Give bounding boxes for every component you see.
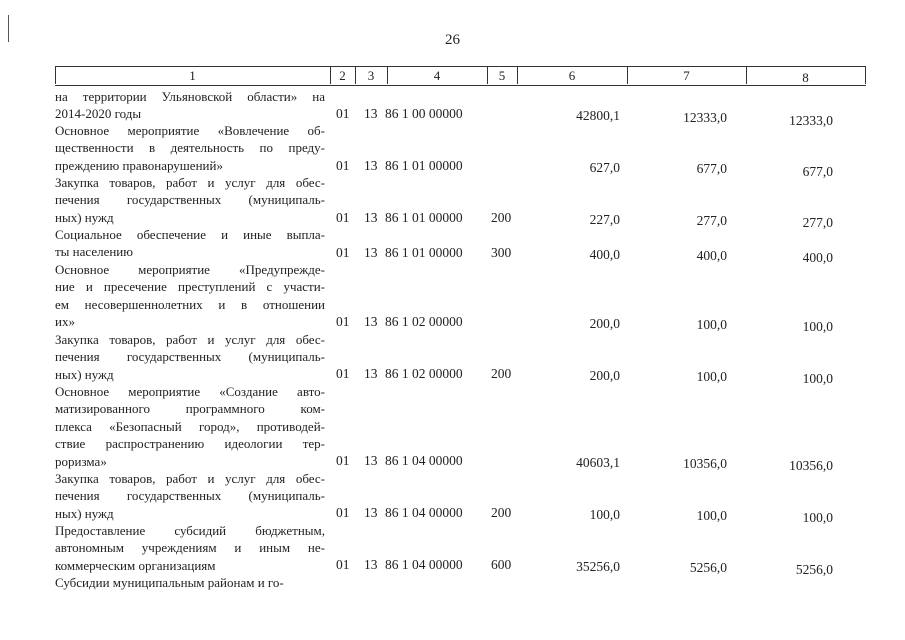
cell-target-article: 86 1 00 00000 xyxy=(385,106,463,121)
column-header-5: 5 xyxy=(498,68,506,83)
cell-target-article: 86 1 01 00000 xyxy=(385,245,463,260)
cell-section: 01 xyxy=(336,210,350,225)
description-line: Предоставление субсидий бюджетным, xyxy=(55,523,325,538)
column-header-7: 7 xyxy=(683,68,690,83)
cell-amount-7: 100,0 xyxy=(696,369,727,384)
description-line: щественности в деятельность по преду- xyxy=(55,140,325,156)
cell-amount-6: 200,0 xyxy=(589,316,620,331)
cell-amount-8: 100,0 xyxy=(802,371,833,386)
header-divider xyxy=(865,66,866,84)
cell-amount-6: 100,0 xyxy=(589,507,620,522)
cell-subsection: 13 xyxy=(364,453,378,468)
cell-target-article: 86 1 04 00000 xyxy=(385,557,463,572)
column-header-6: 6 xyxy=(568,68,576,83)
description-line: ных) нужд xyxy=(55,505,114,521)
row-description xyxy=(55,331,325,383)
row-description xyxy=(55,574,325,591)
row-description xyxy=(55,88,325,123)
description-line: ствие распространению идеологии тер- xyxy=(55,436,325,452)
row-description xyxy=(55,174,325,226)
row-description xyxy=(55,261,325,331)
description-line: печения государственных (муниципаль- xyxy=(55,488,325,504)
cell-amount-7: 100,0 xyxy=(696,317,727,332)
column-header-4: 4 xyxy=(433,68,441,83)
cell-section: 01 xyxy=(336,505,350,520)
page-number: 26 xyxy=(445,32,460,48)
cell-amount-8: 5256,0 xyxy=(795,562,833,577)
description-line: печения государственных (муниципаль- xyxy=(55,192,325,208)
cell-amount-7: 12333,0 xyxy=(683,110,727,125)
description-line: Закупка товаров, работ и услуг для обес- xyxy=(55,471,325,486)
description-line: ных) нужд xyxy=(55,209,114,225)
description-line: ем несовершеннолетних и в отношении xyxy=(55,296,325,312)
cell-target-article: 86 1 04 00000 xyxy=(385,453,463,468)
description-line: Социальное обеспечение и иные выпла- xyxy=(55,227,325,242)
cell-amount-7: 100,0 xyxy=(696,508,727,523)
cell-amount-6: 227,0 xyxy=(589,212,620,227)
cell-amount-6: 627,0 xyxy=(589,160,620,175)
description-line: Субсидии муниципальным районам и го- xyxy=(55,575,284,590)
cell-section: 01 xyxy=(336,366,350,381)
cell-expense-type: 200 xyxy=(491,210,512,225)
cell-section: 01 xyxy=(336,106,350,121)
cell-amount-7: 10356,0 xyxy=(683,456,727,471)
cell-section: 01 xyxy=(336,453,350,468)
cell-amount-8: 10356,0 xyxy=(789,458,833,473)
cell-subsection: 13 xyxy=(364,366,378,381)
cell-amount-6: 40603,1 xyxy=(576,455,620,470)
cell-amount-8: 400,0 xyxy=(802,250,833,265)
cell-section: 01 xyxy=(336,557,350,572)
description-line: автономным учреждениям и иным не- xyxy=(55,540,325,556)
description-line: роризма» xyxy=(55,453,107,469)
cell-amount-7: 5256,0 xyxy=(689,560,727,575)
cell-amount-8: 12333,0 xyxy=(789,113,833,128)
cell-section: 01 xyxy=(336,158,350,173)
cell-subsection: 13 xyxy=(364,158,378,173)
cell-expense-type: 300 xyxy=(491,245,512,260)
cell-amount-8: 100,0 xyxy=(802,510,833,525)
cell-amount-6: 42800,1 xyxy=(576,108,620,123)
description-line: Основное мероприятие «Создание авто- xyxy=(55,384,325,399)
cell-target-article: 86 1 04 00000 xyxy=(385,505,463,520)
cell-subsection: 13 xyxy=(364,106,378,121)
description-line: их» xyxy=(55,314,75,330)
row-description xyxy=(55,122,325,174)
cell-amount-7: 677,0 xyxy=(696,161,727,176)
description-line: матизированного программного ком- xyxy=(55,401,325,417)
cell-subsection: 13 xyxy=(364,210,378,225)
row-description xyxy=(55,226,325,261)
cell-expense-type: 600 xyxy=(491,557,512,572)
cell-amount-8: 100,0 xyxy=(802,319,833,334)
cell-expense-type: 200 xyxy=(491,505,512,520)
cell-target-article: 86 1 02 00000 xyxy=(385,366,463,381)
cell-subsection: 13 xyxy=(364,314,378,329)
cell-target-article: 86 1 01 00000 xyxy=(385,158,463,173)
column-header-2: 2 xyxy=(339,68,346,83)
description-line: ных) нужд xyxy=(55,366,114,382)
column-header-3: 3 xyxy=(367,68,375,83)
description-line: ние и пресечение преступлений с участи- xyxy=(55,279,325,295)
cell-amount-6: 200,0 xyxy=(589,368,620,383)
description-line: Закупка товаров, работ и услуг для обес- xyxy=(55,175,325,190)
row-description xyxy=(55,470,325,522)
cell-expense-type: 200 xyxy=(491,366,512,381)
description-line: Закупка товаров, работ и услуг для обес- xyxy=(55,332,325,347)
description-line: ты населению xyxy=(55,244,133,260)
cell-amount-8: 677,0 xyxy=(802,164,833,179)
cell-amount-8: 277,0 xyxy=(802,215,833,230)
column-header-1: 1 xyxy=(189,68,196,83)
cell-subsection: 13 xyxy=(364,557,378,572)
cell-amount-7: 277,0 xyxy=(696,213,727,228)
cell-target-article: 86 1 01 00000 xyxy=(385,210,463,225)
description-line: на территории Ульяновской области» на xyxy=(55,89,325,104)
cell-subsection: 13 xyxy=(364,505,378,520)
cell-section: 01 xyxy=(336,245,350,260)
column-header-8: 8 xyxy=(802,70,809,85)
cell-amount-6: 35256,0 xyxy=(576,559,620,574)
description-line: Основное мероприятие «Предупрежде- xyxy=(55,262,325,277)
cell-amount-7: 400,0 xyxy=(696,248,727,263)
description-line: Основное мероприятие «Вовлечение об- xyxy=(55,123,325,138)
cell-target-article: 86 1 02 00000 xyxy=(385,314,463,329)
cell-subsection: 13 xyxy=(364,245,378,260)
description-line: плекса «Безопасный город», противодей- xyxy=(55,418,325,434)
cell-section: 01 xyxy=(336,314,350,329)
row-description xyxy=(55,383,325,470)
description-line: печения государственных (муниципаль- xyxy=(55,349,325,365)
cell-amount-6: 400,0 xyxy=(589,247,620,262)
description-line: коммерческим организациям xyxy=(55,557,216,573)
description-line: преждению правонарушений» xyxy=(55,157,223,173)
row-description xyxy=(55,522,325,574)
description-line: 2014-2020 годы xyxy=(55,106,142,122)
